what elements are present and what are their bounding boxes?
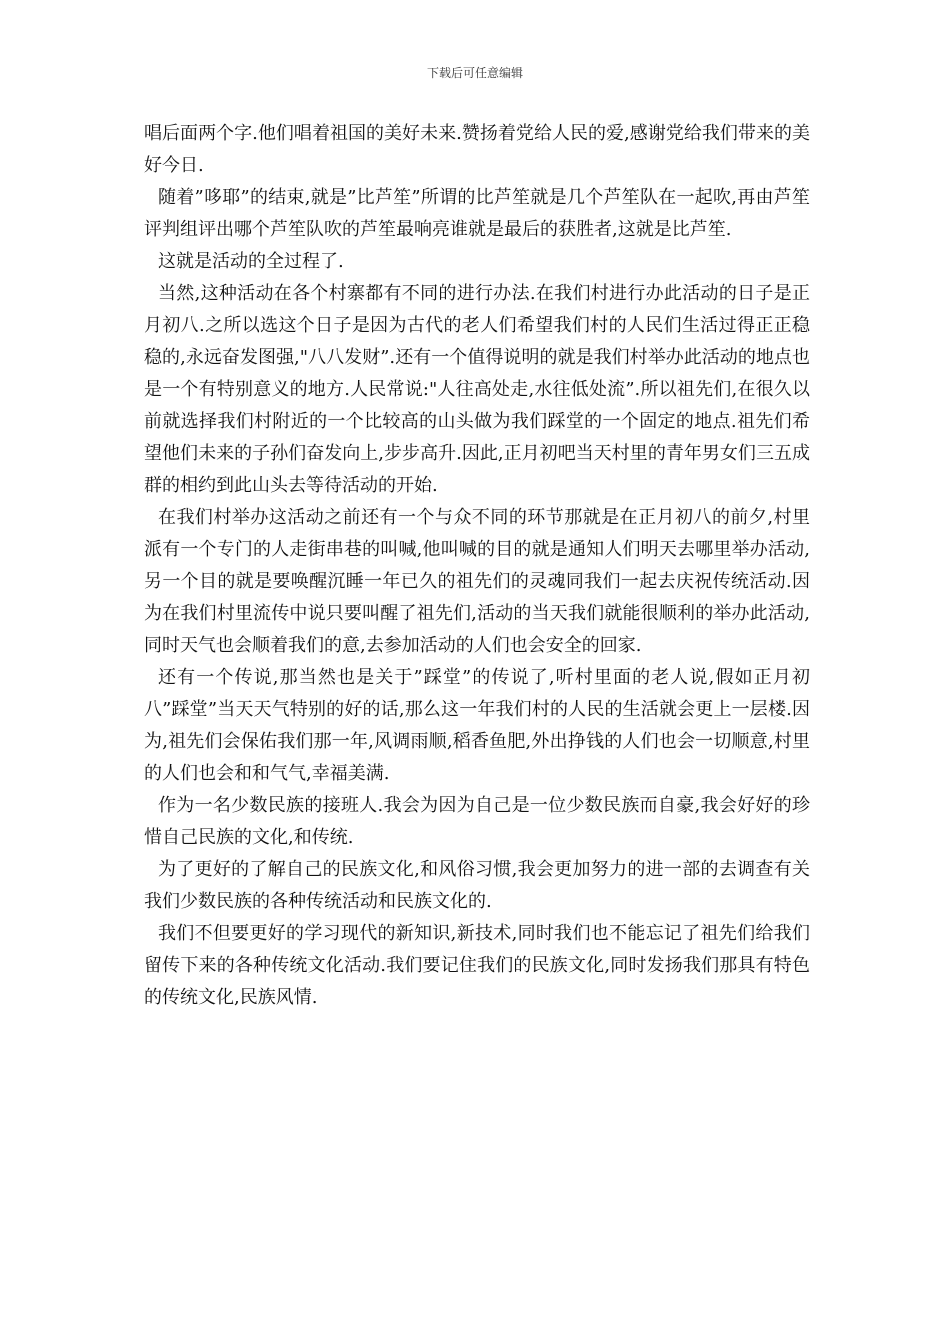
paragraph-6: 还有一个传说,那当然也是关于”踩堂”的传说了,听村里面的老人说,假如正月初八”踩堂”当天天气特别的好的话,那么这一年我们村的人民的生活就会更上一层楼.因为,祖先们会保佑我们那一年,风调雨顺,稻香鱼肥,外出挣钱的人们也会一切顺意,村里的人们也会和和气气,幸福美满.	[144, 667, 810, 784]
document-body	[144, 118, 810, 1014]
paragraph-5: 在我们村举办这活动之前还有一个与众不同的环节那就是在正月初八的前夕,村里派有一个专门的人走街串巷的叫喊,他叫喊的目的就是通知人们明天去哪里举办活动,另一个目的就是要唤醒沉睡一年已久的祖先们的灵魂同我们一起去庆祝传统活动.因为在我们村里流传中说只要叫醒了祖先们,活动的当天我们就能很顺利的举办此活动,同时天气也会顺着我们的意,去参加活动的人们也会安全的回家.	[144, 507, 810, 656]
paragraph-4: 当然,这种活动在各个村寨都有不同的进行办法.在我们村进行办此活动的日子是正月初八.之所以选这个日子是因为古代的老人们希望我们村的人民们生活过得正正稳稳的,永远奋发图强,"八八发财”.还有一个值得说明的就是我们村举办此活动的地点也是一个有特别意义的地方.人民常说:"人往高处走,水往低处流”.所以祖先们,在很久以前就选择我们村附近的一个比较高的山头做为我们踩堂的一个固定的地点.祖先们希望他们未来的子孙们奋发向上,步步高升.因此,正月初吧当天村里的青年男女们三五成群的相约到此山头去等待活动的开始.	[144, 283, 810, 496]
paragraph-8: 为了更好的了解自己的民族文化,和风俗习惯,我会更加努力的进一部的去调查有关我们少数民族的各种传统活动和民族文化的.	[144, 859, 810, 912]
page-header: 下载后可任意编辑	[426, 66, 523, 80]
paragraph-1: 唱后面两个字.他们唱着祖国的美好未来.赞扬着党给人民的爱,感谢党给我们带来的美好今日.	[144, 123, 810, 176]
paragraph-2: 随着”哆耶”的结束,就是”比芦笙”所谓的比芦笙就是几个芦笙队在一起吹,再由芦笙评判组评出哪个芦笙队吹的芦笙最响亮谁就是最后的获胜者,这就是比芦笙.	[144, 187, 810, 240]
paragraph-3: 这就是活动的全过程了.	[158, 251, 344, 272]
paragraph-7: 作为一名少数民族的接班人.我会为因为自己是一位少数民族而自豪,我会好好的珍惜自己民族的文化,和传统.	[144, 795, 810, 848]
paragraph-9: 我们不但要更好的学习现代的新知识,新技术,同时我们也不能忘记了祖先们给我们留传下来的各种传统文化活动.我们要记住我们的民族文化,同时发扬我们那具有特色的传统文化,民族风情.	[144, 923, 810, 1008]
